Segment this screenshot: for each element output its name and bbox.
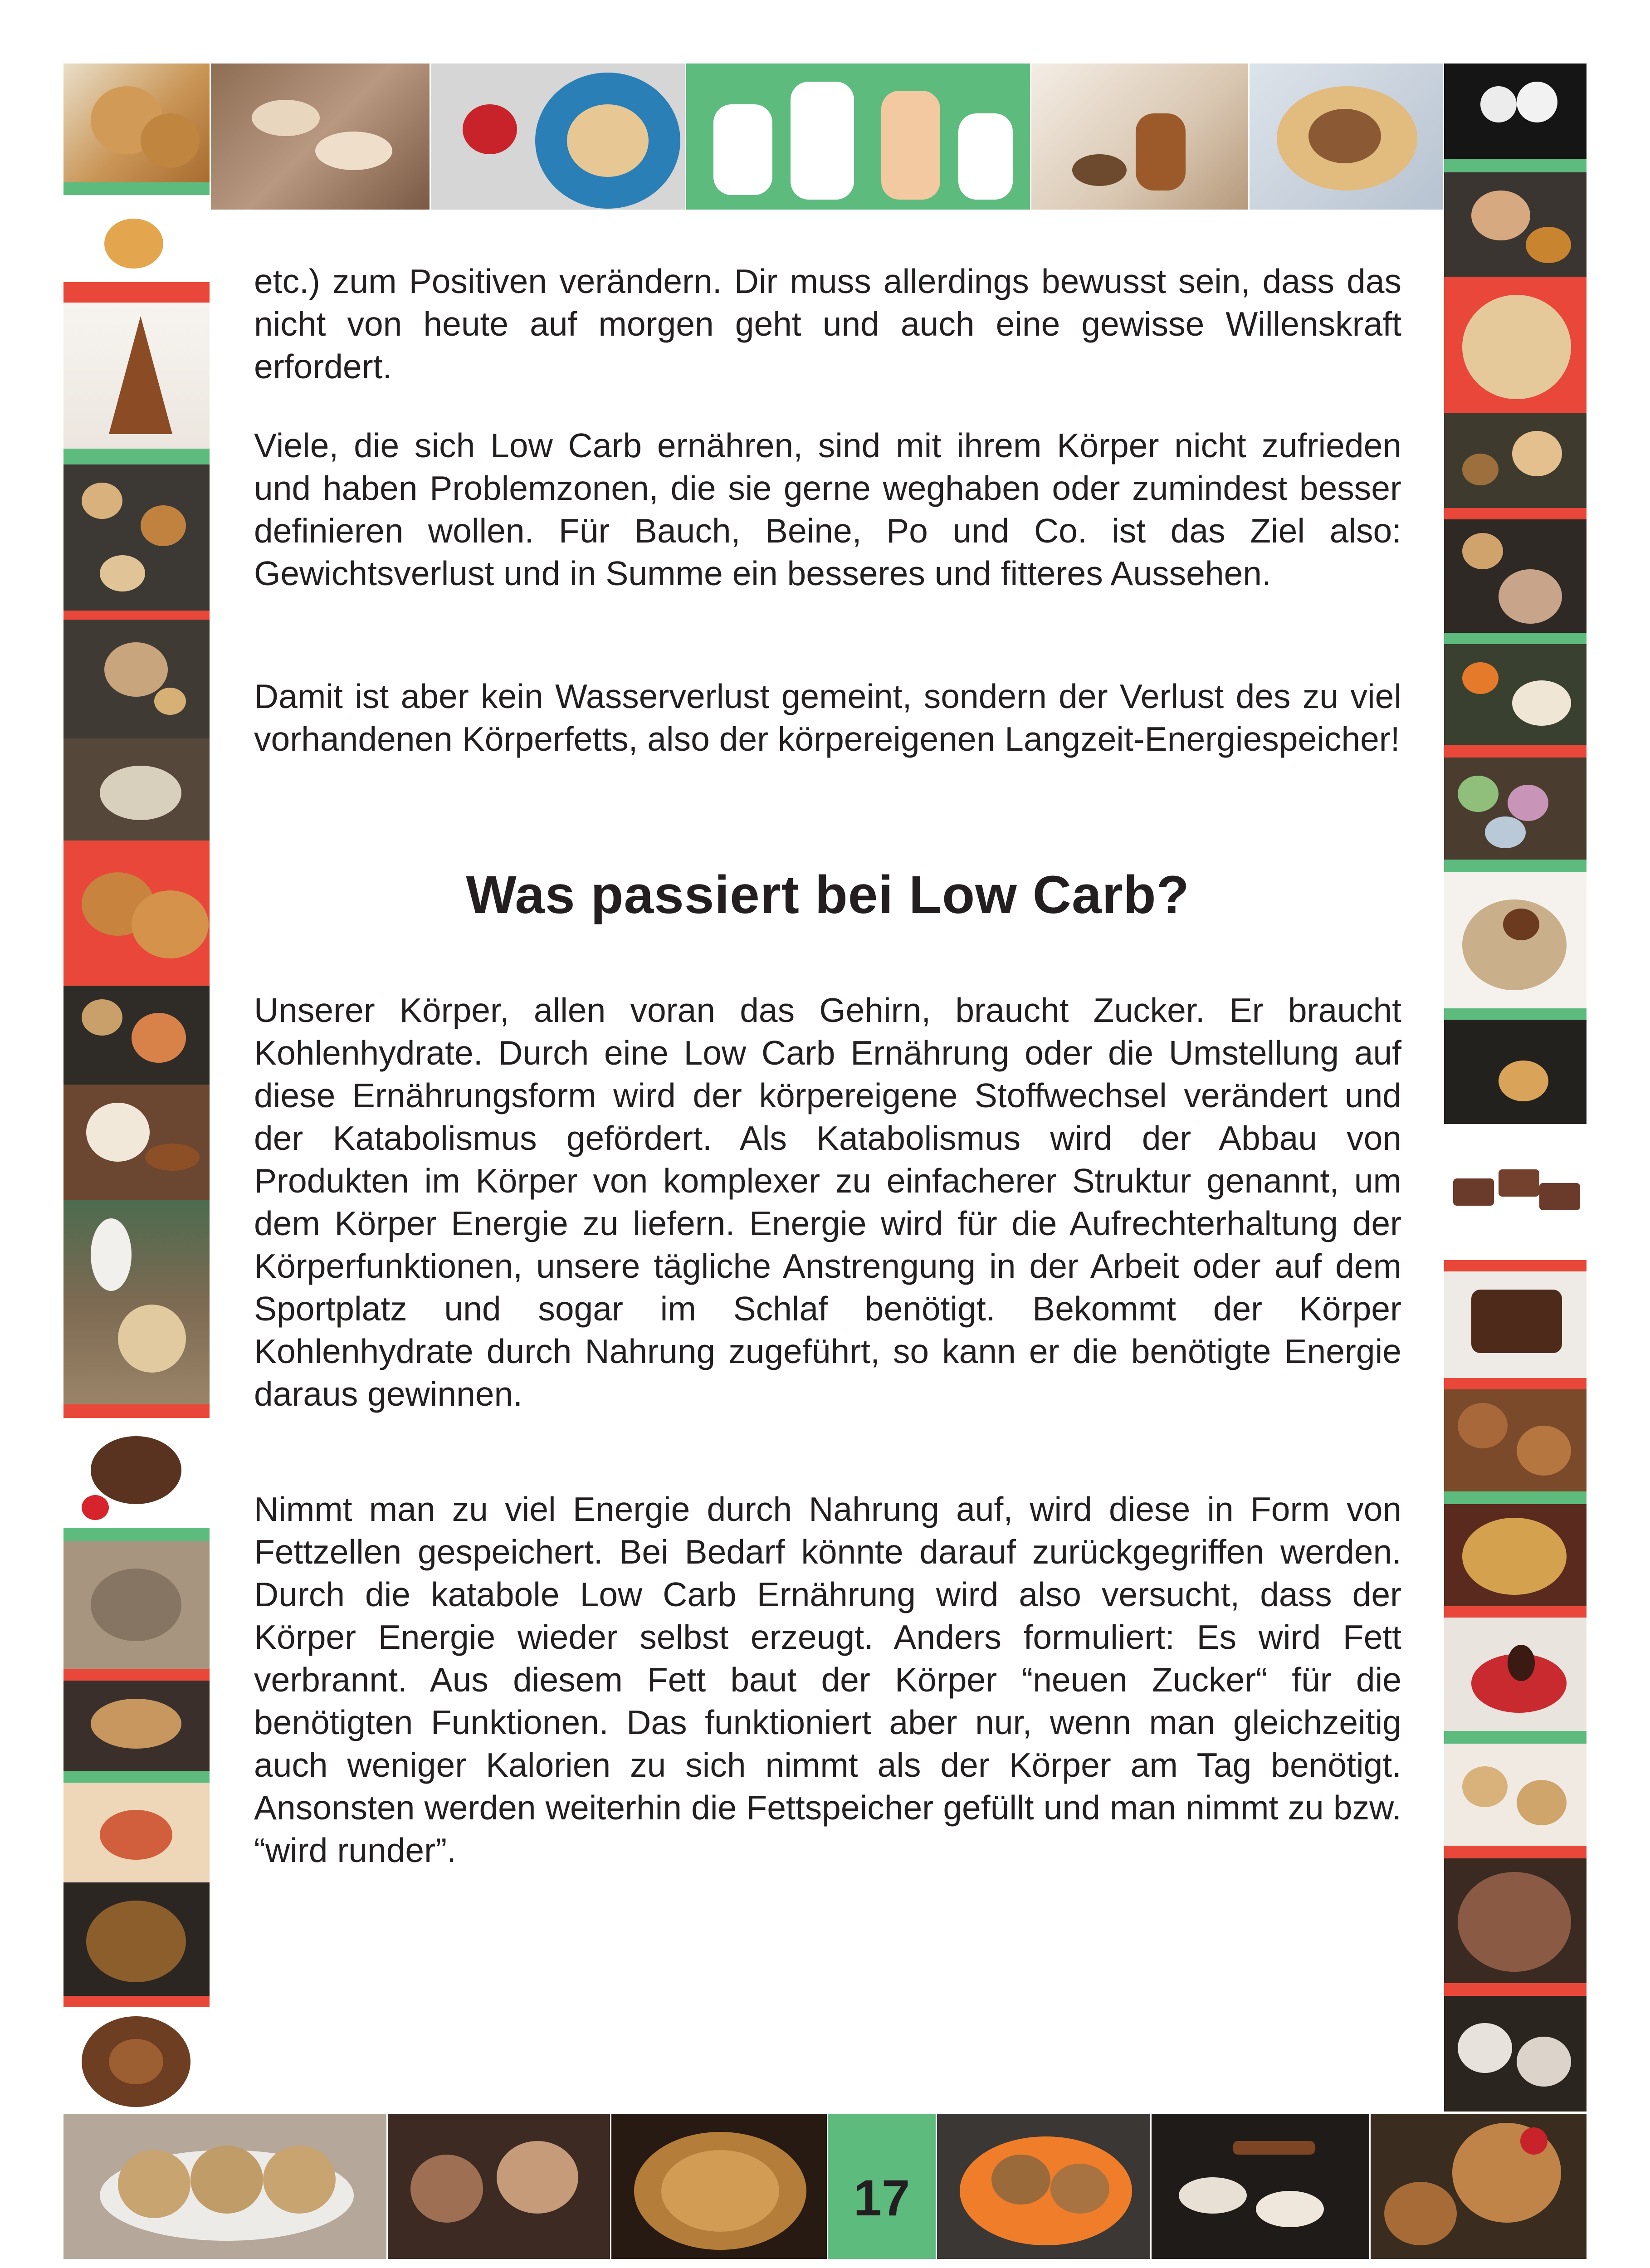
green-band [63, 1528, 210, 1541]
photo-bread-slices [63, 2114, 386, 2259]
green-band [63, 449, 210, 464]
photo-oat-cookie-chocolate [1444, 872, 1587, 1008]
photo-star-cookies-dark [1444, 1020, 1587, 1124]
photo-almond-tart [611, 2114, 827, 2259]
paragraph-intro-continued: etc.) zum Positiven verändern. Dir muss allerdings bewusst sein, dass das nicht von heute auf morgen geht und auch eine gewisse Willenskraft erfordert. [254, 262, 1401, 386]
photo-nut-bars [63, 1882, 210, 1996]
green-band [63, 1771, 210, 1783]
green-band [1444, 1731, 1587, 1744]
photo-snowman-almond-cookies [63, 1200, 210, 1404]
photo-fudge-pieces [1444, 1124, 1587, 1260]
photo-gingerbread-cookies [63, 64, 210, 182]
photo-cookie-tree [63, 303, 210, 449]
photo-chocolate-chip-cookies [63, 854, 210, 986]
photo-crumble-cake [1444, 1504, 1587, 1606]
section-heading: Was passiert bei Low Carb? [466, 865, 1190, 925]
red-band [1444, 1260, 1587, 1271]
photo-brownie-strawberries [63, 1418, 210, 1528]
photo-roasted-almonds [63, 1783, 210, 1882]
photo-donuts [63, 210, 210, 282]
paragraph-energy-storage: Nimmt man zu viel Energie durch Nahrung auf, wird diese in Form von Fettzellen gespeichert. Bei Bedarf könnte darauf zurückgegriffen werden. Durch die katabole Low Carb Ernährung wird also versucht, dass der Körper Energie wieder selbst erzeugt. Anders formuliert: Es wird Fett verbrannt. Aus diesem Fett baut der Körper “neuen Zucker“ für die benötigten Funktionen. Das funktioniert aber nur, wenn man gleichzeitig auch weniger Kalorien zu sich nimmt als der Körper am Tag benötigt. Ansonsten werden weiterhin die Fettspeicher gefüllt und man nimmt zu bzw. “wird runder”. [254, 1490, 1401, 1869]
photo-gingerbread-star-branches [1371, 2114, 1587, 2259]
red-band [63, 611, 210, 620]
red-band [1444, 1983, 1587, 1996]
red-band [63, 282, 210, 303]
photo-decorated-gingerbread [1444, 1389, 1587, 1491]
photo-vanilla-crescents [211, 64, 430, 210]
photo-cookie-plate-blue [431, 64, 685, 210]
photo-cocoa-cookies-right [1444, 172, 1587, 277]
photo-marble-muffins [388, 2114, 610, 2259]
photo-coconut-cookies [1444, 1744, 1587, 1846]
photo-christmas-cookies-oranges [63, 986, 210, 1085]
photo-cookies-dark-table [63, 464, 210, 611]
page-number-box [828, 2114, 936, 2259]
photo-star-cookies-stack [63, 1681, 210, 1771]
red-band [1444, 1846, 1587, 1858]
photo-star-cookies-walnuts [1444, 413, 1587, 508]
red-band [1444, 745, 1587, 758]
paragraph-low-carb-goals: Viele, die sich Low Carb ernähren, sind mit ihrem Körper nicht zufrieden und haben Problemzonen, die sie gerne weghaben oder zumindest besser definieren wollen. Für Bauch, Beine, Po und Co. ist das Ziel also: Gewichtsverlust und in Summe ein besseres und fitteres Aussehen. [254, 426, 1401, 592]
photo-tea-christmas-doily [1444, 1618, 1587, 1731]
red-band [63, 1404, 210, 1418]
photo-crinkle-cookies [1444, 1996, 1587, 2112]
photo-cookies-orange-plate [937, 2114, 1150, 2259]
page-number: 17 [853, 2170, 910, 2226]
photo-coconut-macaroon [1444, 277, 1587, 413]
green-band [63, 182, 210, 195]
photo-chocolate-crinkle-bowl [1444, 1858, 1587, 1983]
photo-vanilla-kipferl-cinnamon [1152, 2114, 1369, 2259]
red-band [1444, 1378, 1587, 1389]
red-band [63, 1669, 210, 1681]
paragraph-catabolism: Unserer Körper, allen voran das Gehirn, braucht Zucker. Er braucht Kohlenhydrate. Durch eine Low Carb Ernährung oder die Umstellung auf diese Ernährungsform wird der körpereigene Stoffwechsel verändert und der Katabolismus gefördert. Als Katabolismus wird der Abbau von Produkten im Körper von komplexer zu einfacherer Struktur genannt, um dem Körper Energie zu liefern. Energie wird für die Aufrechterhaltung der Körperfunktionen, unsere tägliche Anstrengung in der Arbeit oder auf dem Sportplatz und sogar im Schlaf benötigt. Bekommt der Körper Kohlenhydrate durch Nahrung zugeführt, so kann er die benötigte Energie daraus gewinnen. [254, 991, 1401, 1413]
photo-cinnamon-roll [63, 2007, 210, 2112]
paragraph-fat-loss: Damit ist aber kein Wasserverlust gemeint, sondern der Verlust des zu viel vorhandenen Körperfetts, also der körpereigenen Langzeit-Energiespeicher! [254, 677, 1401, 758]
red-band [63, 1996, 210, 2007]
photo-dough-hands [63, 1541, 210, 1669]
photo-cinnamon-stars-tangerine [1444, 644, 1587, 745]
green-band [1444, 860, 1587, 872]
red-band [1444, 1606, 1587, 1618]
green-band [1444, 1491, 1587, 1504]
red-band [63, 841, 210, 854]
red-band [1444, 508, 1587, 519]
photo-colorful-cookies [1444, 758, 1587, 860]
photo-cinnamon-stars [63, 1085, 210, 1200]
photo-hot-chocolate-cinnamon [1444, 519, 1587, 633]
photo-snowball-cookies [1444, 64, 1587, 159]
photo-gingerbread-man [1031, 64, 1248, 210]
photo-cartoon-chefs [686, 64, 1030, 210]
green-band [1444, 159, 1587, 172]
green-band [1444, 1008, 1587, 1020]
photo-brownie-plate [1444, 1271, 1587, 1378]
photo-cookie-baking [63, 738, 210, 841]
green-band [1444, 633, 1587, 644]
photo-cookies-star-plate [1250, 64, 1443, 210]
photo-cocoa-cup [63, 620, 210, 738]
